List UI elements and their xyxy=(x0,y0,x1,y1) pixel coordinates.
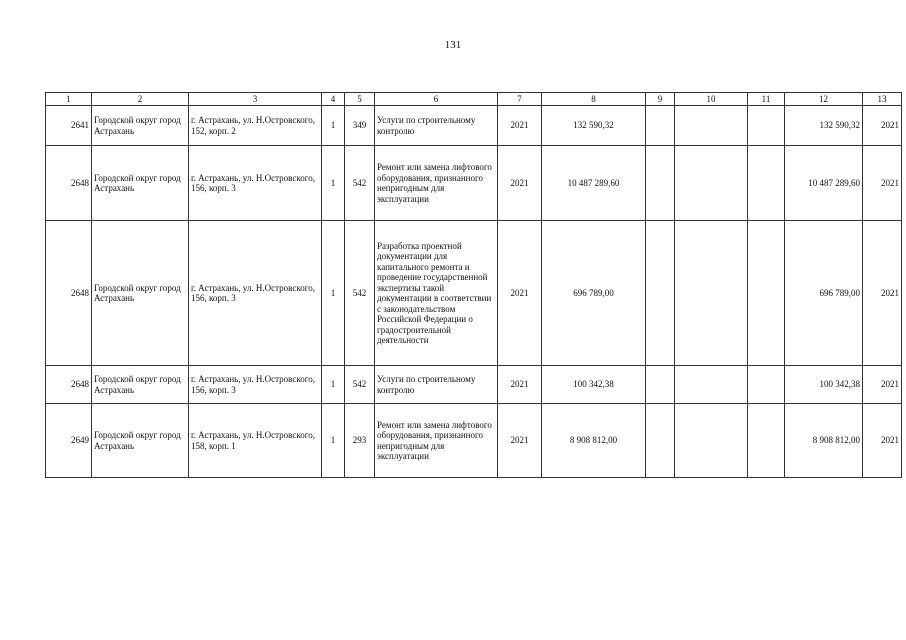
address-cell: г. Астрахань, ул. Н.Островского, 152, корп. 2 xyxy=(189,106,322,146)
address-cell: г. Астрахань, ул. Н.Островского, 156, корп. 3 xyxy=(189,366,322,404)
col10-cell xyxy=(675,404,748,478)
col9-cell xyxy=(646,221,675,366)
municipality-cell: Городской округ город Астрахань xyxy=(92,106,189,146)
col9-cell xyxy=(646,404,675,478)
col12-cell: 100 342,38 xyxy=(785,366,863,404)
municipality-cell: Городской округ город Астрахань xyxy=(92,404,189,478)
col10-cell xyxy=(675,106,748,146)
header-cell: 3 xyxy=(189,93,322,106)
col9-cell xyxy=(646,366,675,404)
table-row xyxy=(46,106,902,146)
col9-cell xyxy=(646,106,675,146)
col13-cell: 2021 xyxy=(863,146,902,221)
address-cell: г. Астрахань, ул. Н.Островского, 156, корп. 3 xyxy=(189,221,322,366)
total-cost-cell: 10 487 289,60 xyxy=(542,146,646,221)
municipality-cell: Городской округ город Астрахань xyxy=(92,366,189,404)
header-cell: 7 xyxy=(498,93,542,106)
year-cell: 2021 xyxy=(498,404,542,478)
header-cell: 9 xyxy=(646,93,675,106)
col10-cell xyxy=(675,146,748,221)
col5-cell: 349 xyxy=(345,106,375,146)
col12-cell: 132 590,32 xyxy=(785,106,863,146)
col10-cell xyxy=(675,221,748,366)
table-row xyxy=(46,221,902,366)
header-cell: 11 xyxy=(748,93,785,106)
address-cell: г. Астрахань, ул. Н.Островского, 158, корп. 1 xyxy=(189,404,322,478)
col5-cell: 542 xyxy=(345,146,375,221)
col4-cell: 1 xyxy=(322,106,345,146)
table-row xyxy=(46,366,902,404)
col13-cell: 2021 xyxy=(863,221,902,366)
total-cost-cell: 696 789,00 xyxy=(542,221,646,366)
col13-cell: 2021 xyxy=(863,106,902,146)
row-id: 2641 xyxy=(46,106,92,146)
col4-cell: 1 xyxy=(322,366,345,404)
municipality-cell: Городской округ город Астрахань xyxy=(92,221,189,366)
col11-cell xyxy=(748,366,785,404)
work-type-cell: Разработка проектной документации для капитального ремонта и проведение государственной экспертизы такой документации в соответствии с законодательством Российской Федерации о градостроительной деятельности xyxy=(375,221,498,366)
work-type-cell: Услуги по строительному контролю xyxy=(375,106,498,146)
page-number: 131 xyxy=(444,39,462,51)
year-cell: 2021 xyxy=(498,146,542,221)
header-cell: 8 xyxy=(542,93,646,106)
col12-cell: 696 789,00 xyxy=(785,221,863,366)
registry-table xyxy=(45,92,902,478)
header-cell: 5 xyxy=(345,93,375,106)
col9-cell xyxy=(646,146,675,221)
header-row xyxy=(46,93,902,106)
table-row xyxy=(46,146,902,221)
work-type-cell: Услуги по строительному контролю xyxy=(375,366,498,404)
municipality-cell: Городской округ город Астрахань xyxy=(92,146,189,221)
table-row xyxy=(46,404,902,478)
row-id: 2648 xyxy=(46,146,92,221)
header-cell: 1 xyxy=(46,93,92,106)
header-cell: 6 xyxy=(375,93,498,106)
header-cell: 12 xyxy=(785,93,863,106)
col10-cell xyxy=(675,366,748,404)
col4-cell: 1 xyxy=(322,221,345,366)
row-id: 2648 xyxy=(46,221,92,366)
row-id: 2649 xyxy=(46,404,92,478)
year-cell: 2021 xyxy=(498,106,542,146)
year-cell: 2021 xyxy=(498,221,542,366)
col13-cell: 2021 xyxy=(863,404,902,478)
col11-cell xyxy=(748,221,785,366)
col5-cell: 542 xyxy=(345,221,375,366)
col11-cell xyxy=(748,404,785,478)
col12-cell: 10 487 289,60 xyxy=(785,146,863,221)
col11-cell xyxy=(748,106,785,146)
col5-cell: 542 xyxy=(345,366,375,404)
col4-cell: 1 xyxy=(322,146,345,221)
header-cell: 4 xyxy=(322,93,345,106)
work-type-cell: Ремонт или замена лифтового оборудования, признанного непригодным для эксплуатации xyxy=(375,146,498,221)
col12-cell: 8 908 812,00 xyxy=(785,404,863,478)
col5-cell: 293 xyxy=(345,404,375,478)
header-cell: 2 xyxy=(92,93,189,106)
col11-cell xyxy=(748,146,785,221)
total-cost-cell: 100 342,38 xyxy=(542,366,646,404)
row-id: 2648 xyxy=(46,366,92,404)
header-cell: 13 xyxy=(863,93,902,106)
col4-cell: 1 xyxy=(322,404,345,478)
col13-cell: 2021 xyxy=(863,366,902,404)
year-cell: 2021 xyxy=(498,366,542,404)
total-cost-cell: 8 908 812,00 xyxy=(542,404,646,478)
work-type-cell: Ремонт или замена лифтового оборудования, признанного непригодным для эксплуатации xyxy=(375,404,498,478)
header-cell: 10 xyxy=(675,93,748,106)
address-cell: г. Астрахань, ул. Н.Островского, 156, корп. 3 xyxy=(189,146,322,221)
total-cost-cell: 132 590,32 xyxy=(542,106,646,146)
